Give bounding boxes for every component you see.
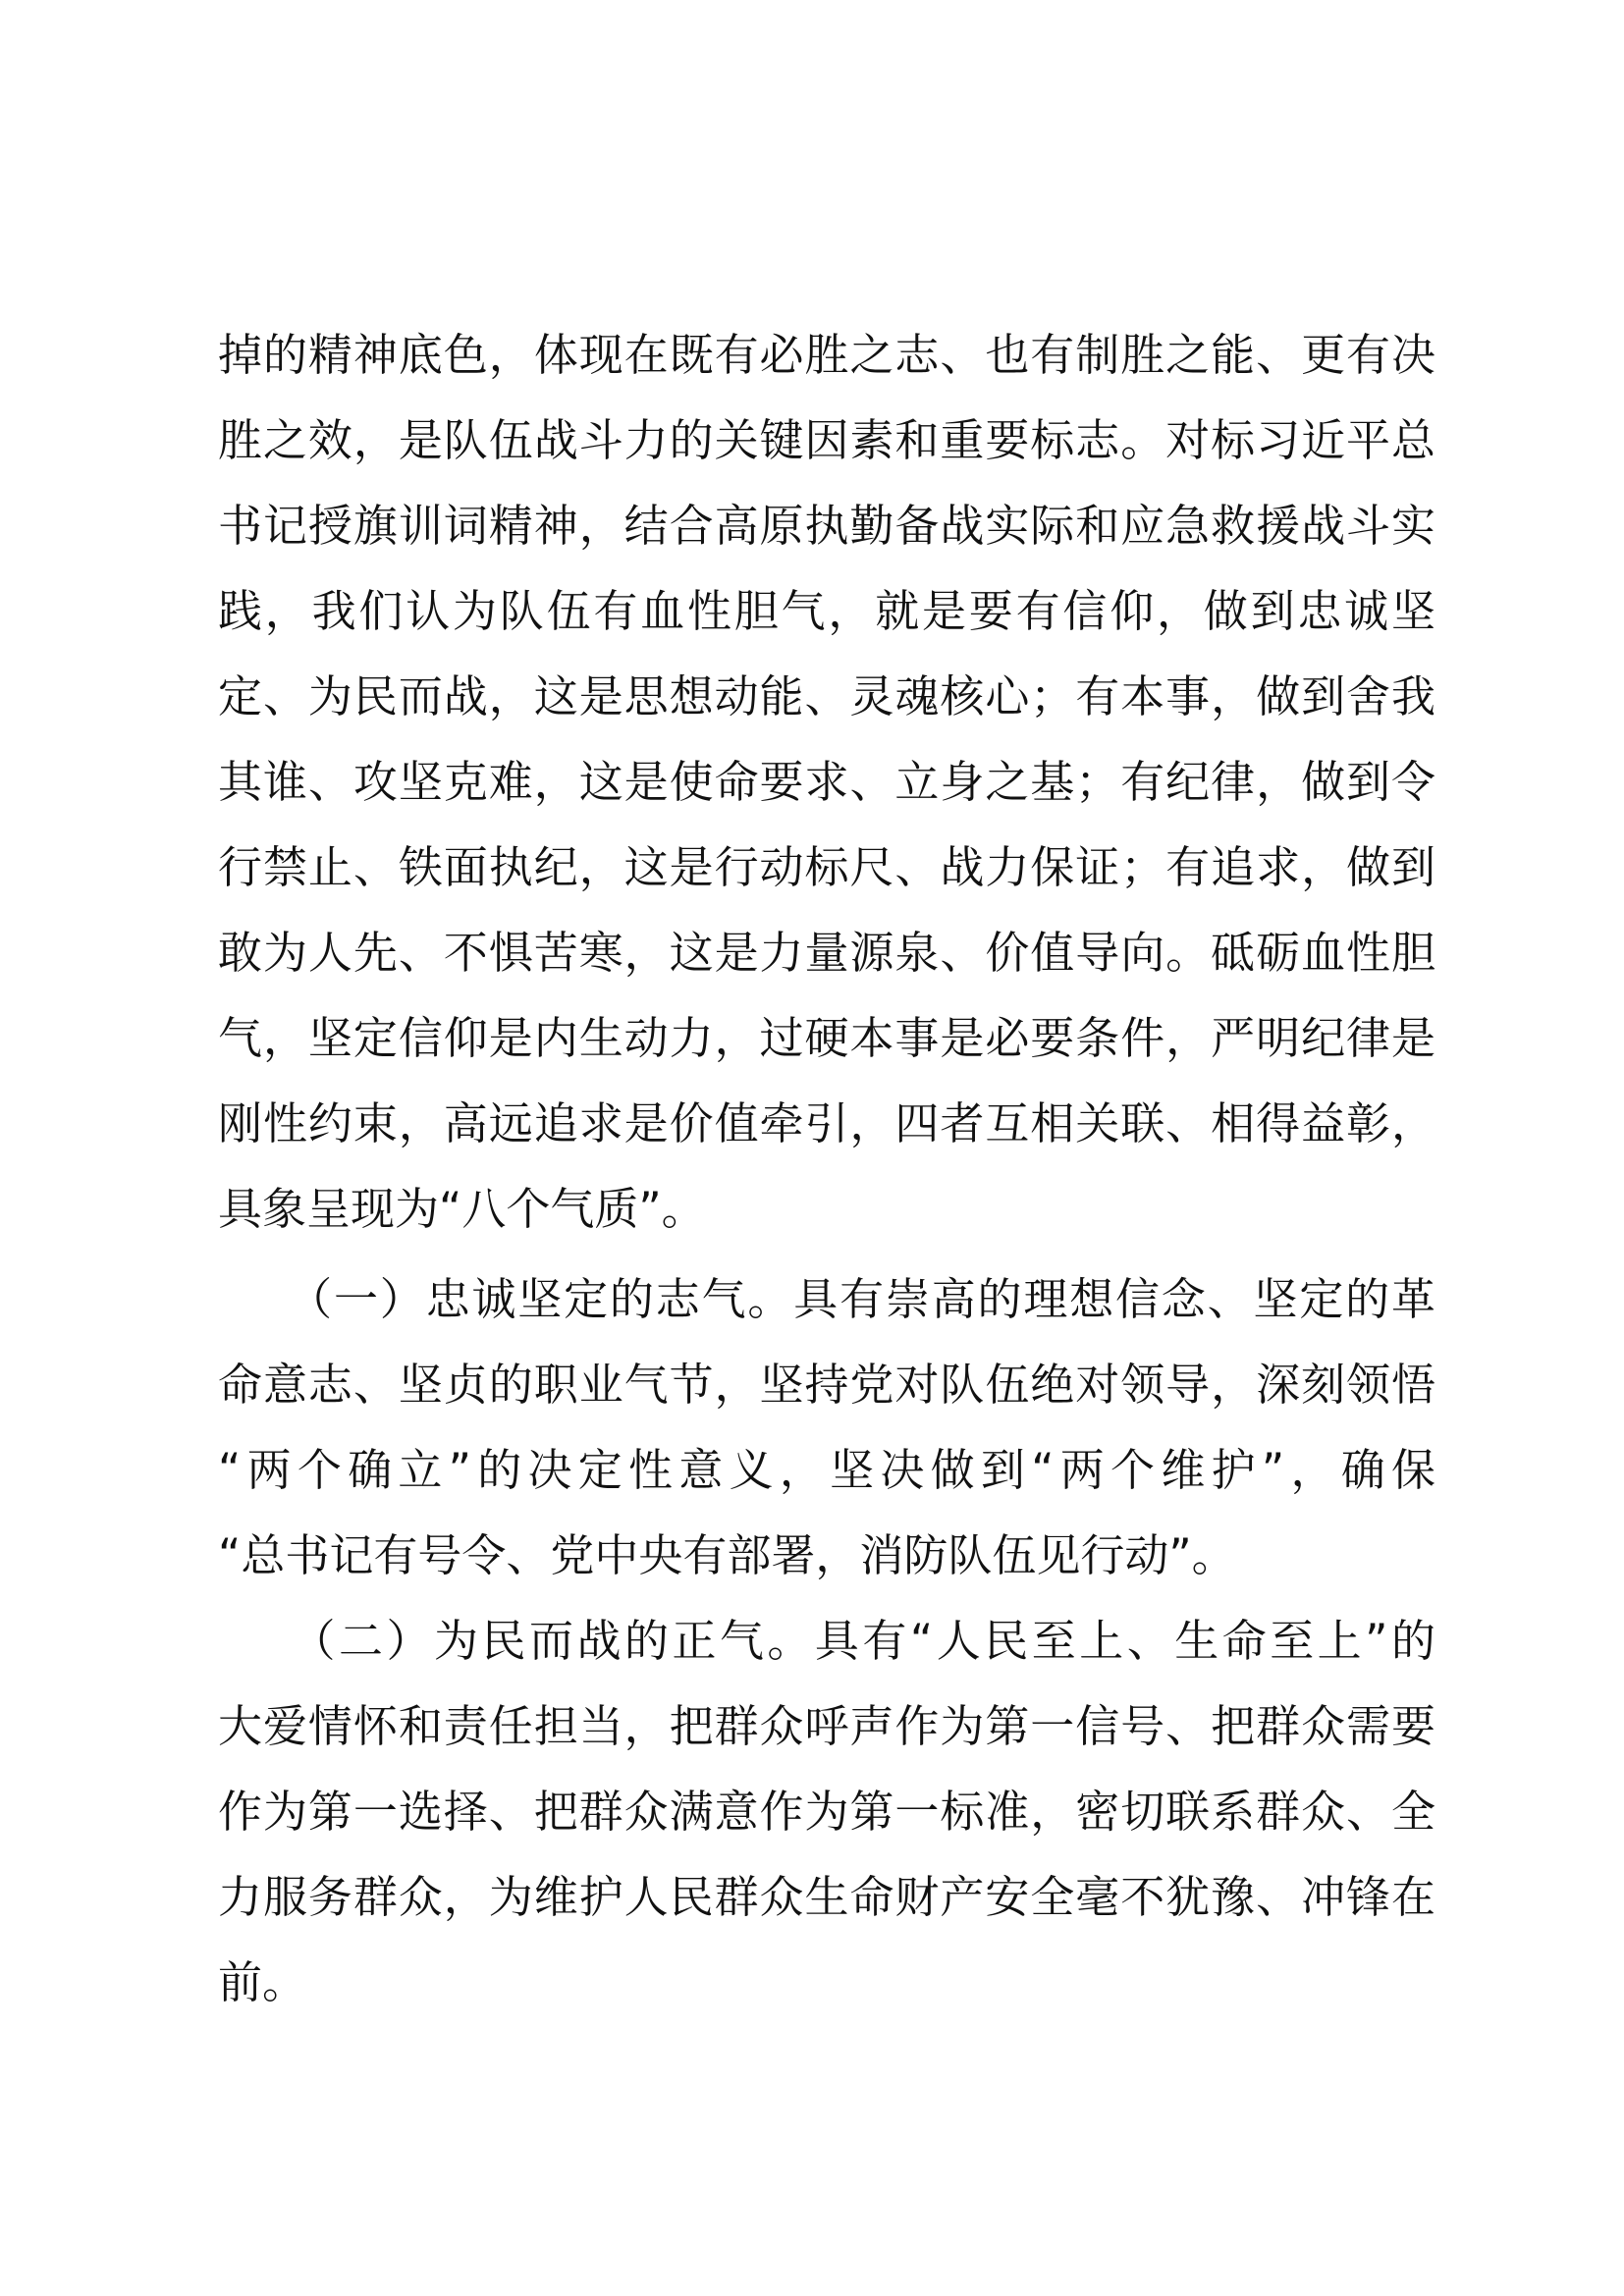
text-line: 气，坚定信仰是内生动力，过硬本事是必要条件，严明纪律是 (218, 1012, 1435, 1064)
paragraph-fight-for-people (218, 1598, 1435, 2025)
text-line: 行禁止、铁面执纪，这是行动标尺、战力保证；有追求，做到 (218, 841, 1435, 893)
text-line: 定、为民而战，这是思想动能、灵魂核心；有本事，做到舍我 (218, 670, 1435, 722)
text-line: 敢为人先、不惧苦寒，这是力量源泉、价值导向。砥砺血性胆 (218, 927, 1435, 979)
text-line: 具象呈现为“八个气质”。 (218, 1183, 706, 1235)
text-line: 刚性约束，高远追求是价值牵引，四者互相关联、相得益彰， (218, 1097, 1435, 1149)
text-line: 书记授旗训词精神，结合高原执勤备战实际和应急救援战斗实 (218, 500, 1435, 552)
text-line: 胜之效，是队伍战斗力的关键因素和重要标志。对标习近平总 (218, 414, 1435, 466)
paragraph-loyalty-ambition (218, 1256, 1435, 1598)
text-line: 力服务群众，为维护人民群众生命财产安全毫不犹豫、冲锋在 (218, 1871, 1435, 1923)
text-line: 作为第一选择、把群众满意作为第一标准，密切联系群众、全 (218, 1786, 1435, 1838)
text-line: 前。 (218, 1956, 307, 2008)
text-line: （二）为民而战的正气。具有“人民至上、生命至上”的 (218, 1615, 1435, 1667)
text-line: 掉的精神底色，体现在既有必胜之志、也有制胜之能、更有决 (218, 329, 1435, 381)
text-line: （一）忠诚坚定的志气。具有崇高的理想信念、坚定的革 (218, 1273, 1435, 1325)
text-line: 大爱情怀和责任担当，把群众呼声作为第一信号、把群众需要 (218, 1700, 1435, 1752)
text-line: 践，我们认为队伍有血性胆气，就是要有信仰，做到忠诚坚 (218, 585, 1435, 637)
text-line: “总书记有号令、党中央有部署，消防队伍见行动”。 (218, 1529, 1236, 1581)
text-line: 命意志、坚贞的职业气节，坚持党对队伍绝对领导，深刻领悟 (218, 1359, 1435, 1411)
paragraph-blood-courage-intro (218, 312, 1435, 1252)
text-line: “两个确立”的决定性意义，坚决做到“两个维护”，确保 (218, 1444, 1435, 1496)
text-line: 其谁、攻坚克难，这是使命要求、立身之基；有纪律，做到令 (218, 756, 1435, 808)
